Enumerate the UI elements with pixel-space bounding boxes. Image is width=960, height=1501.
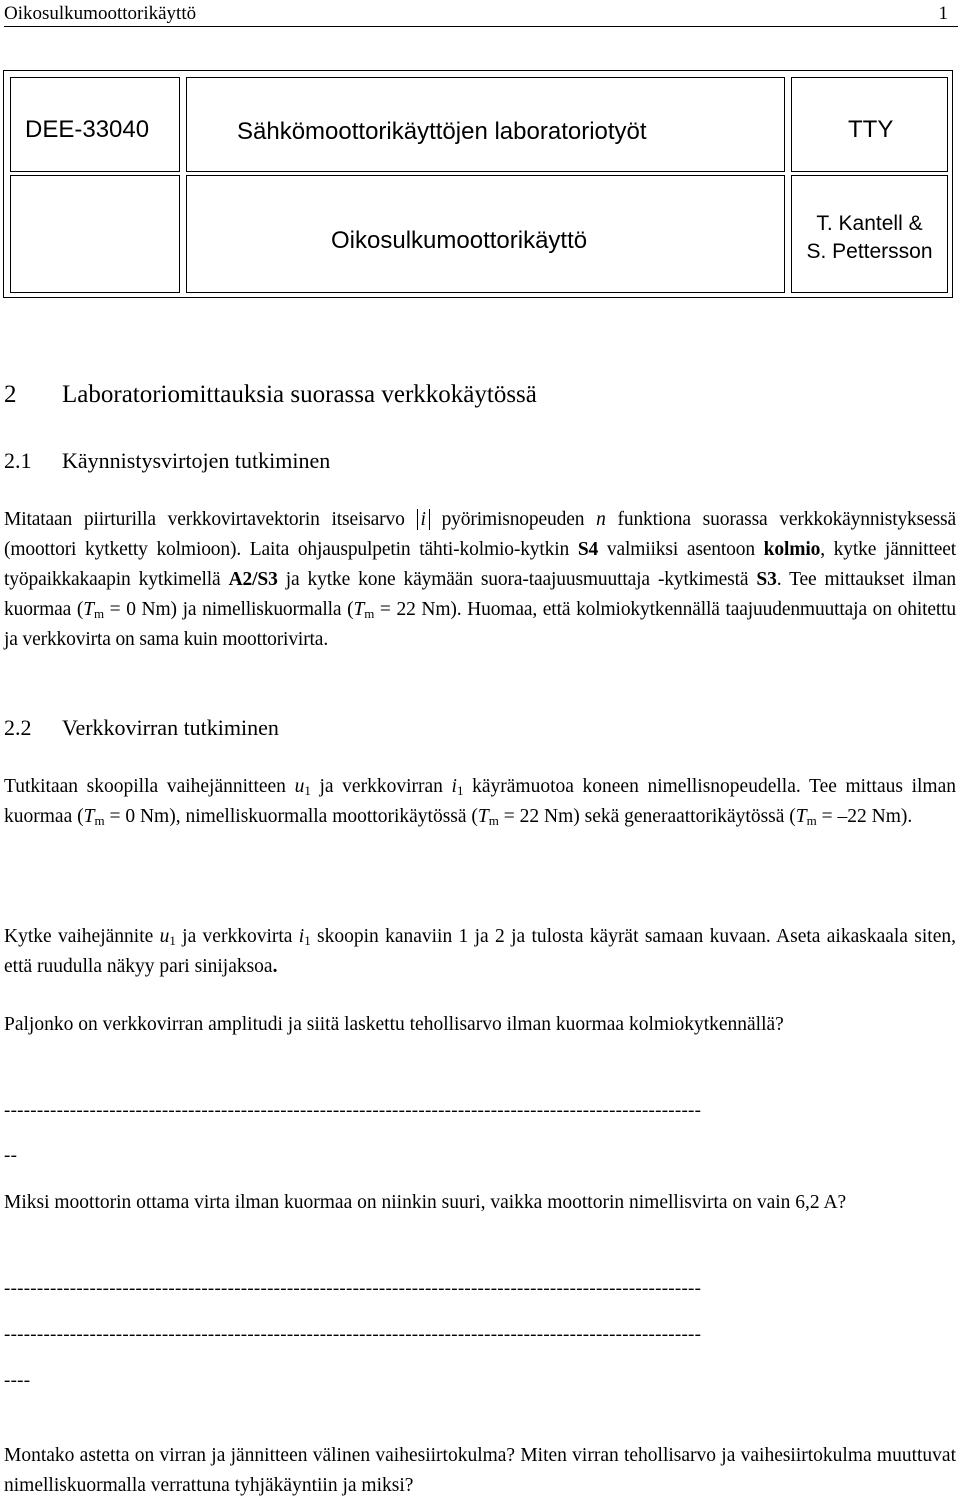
paragraph-connect-scope: Kytke vaihejännite $u_1$ ja verkkovirta $i_1$ skoopin kanaviin 1 ja 2 ja tulosta käyrät samaan kuvaan. Aseta aikaskaala siten, että ruudulla näkyy pari sinijaksoa. (4, 926, 956, 977)
course-code-cell (10, 77, 180, 172)
answer-line: ---------------------------------------------------------------------------------------------------------- (4, 1101, 702, 1121)
question-2: Miksi moottorin ottama virta ilman kuormaa on niinkin suuri, vaikka moottorin nimellisvirta on vain 6,2 A? (4, 1192, 847, 1213)
question-1: Paljonko on verkkovirran amplitudi ja siitä laskettu tehollisarvo ilman kuormaa kolmiokytkennällä? (4, 1014, 784, 1035)
header-title: Oikosulkumoottorikäyttö (4, 3, 197, 24)
subsection-heading-2-1 (4, 448, 330, 474)
page-header (4, 0, 958, 27)
paragraph-line-current: Tutkitaan skoopilla vaihejännitteen $u_1$ ja verkkovirran $i_1$ käyrämuotoa koneen nimellisnopeudella. Tee mittaus ilman kuormaa ($T_m = 0$ Nm), nimelliskuormalla moottorikäytössä ($T_m = 22$ Nm) sekä generaattorikäytössä ($T_m = -22$ Nm). (4, 776, 956, 828)
answer-line: ---------------------------------------------------------------------------------------------------------- (4, 1279, 702, 1299)
document-subtitle: Oikosulkumoottorikäyttö (331, 227, 588, 254)
authors-line-1: T. Kantell & (816, 212, 923, 235)
subsection-number: 2.1 (4, 448, 32, 473)
answer-line-continuation: ---- (4, 1371, 31, 1391)
page-number: 1 (938, 3, 948, 24)
empty-cell (10, 175, 180, 293)
organization: TTY (848, 116, 894, 143)
answer-line: ---------------------------------------------------------------------------------------------------------- (4, 1325, 702, 1345)
answer-line-continuation: -- (4, 1146, 18, 1166)
subsection-number: 2.2 (4, 715, 32, 740)
authors-cell (791, 175, 948, 293)
course-name-cell (186, 77, 785, 172)
section-title: Laboratoriomittauksia suorassa verkkokäytössä (62, 381, 537, 408)
subtitle-cell (186, 175, 785, 293)
subsection-title: Käynnistysvirtojen tutkiminen (62, 448, 331, 473)
organization-cell (791, 77, 948, 172)
section-heading (4, 381, 537, 409)
question-3: Montako astetta on virran ja jännitteen välinen vaihesiirtokulma? Miten virran tehollisarvo ja vaihesiirtokulma muuttuvat nimelliskuormalla verrattuna tyhjäkäyntiin ja miksi? (4, 1445, 956, 1496)
paragraph-starting-currents: Mitataan piirturilla verkkovirtavektorin itseisarvo i pyörimisnopeuden n funktiona suorassa verkkokäynnistyksessä (moottori kytketty kolmioon). Laita ohjauspulpetin tähti-kolmio-kytkin S4 valmiiksi asentoon kolmio, kytke jännitteet työpaikkakaapin kytkimellä A2/S3 ja kytke kone käymään suora-taajuusmuuttaja -kytkimestä S3. Tee mittaukset ilman kuormaa ($T_m = 0$ Nm) ja nimelliskuormalla ($T_m = 22$ Nm). Huomaa, että kolmiokytkennällä taajuudenmuuttaja on ohitettu ja verkkovirta on sama kuin moottorivirta. (4, 509, 956, 650)
section-number: 2 (4, 381, 17, 408)
course-name: Sähkömoottorikäyttöjen laboratoriotyöt (237, 118, 647, 145)
subsection-heading-2-2 (4, 715, 279, 741)
title-box (3, 70, 953, 298)
subsection-title: Verkkovirran tutkiminen (62, 715, 279, 740)
authors-line-2: S. Pettersson (806, 240, 933, 263)
course-code: DEE-33040 (25, 116, 150, 143)
